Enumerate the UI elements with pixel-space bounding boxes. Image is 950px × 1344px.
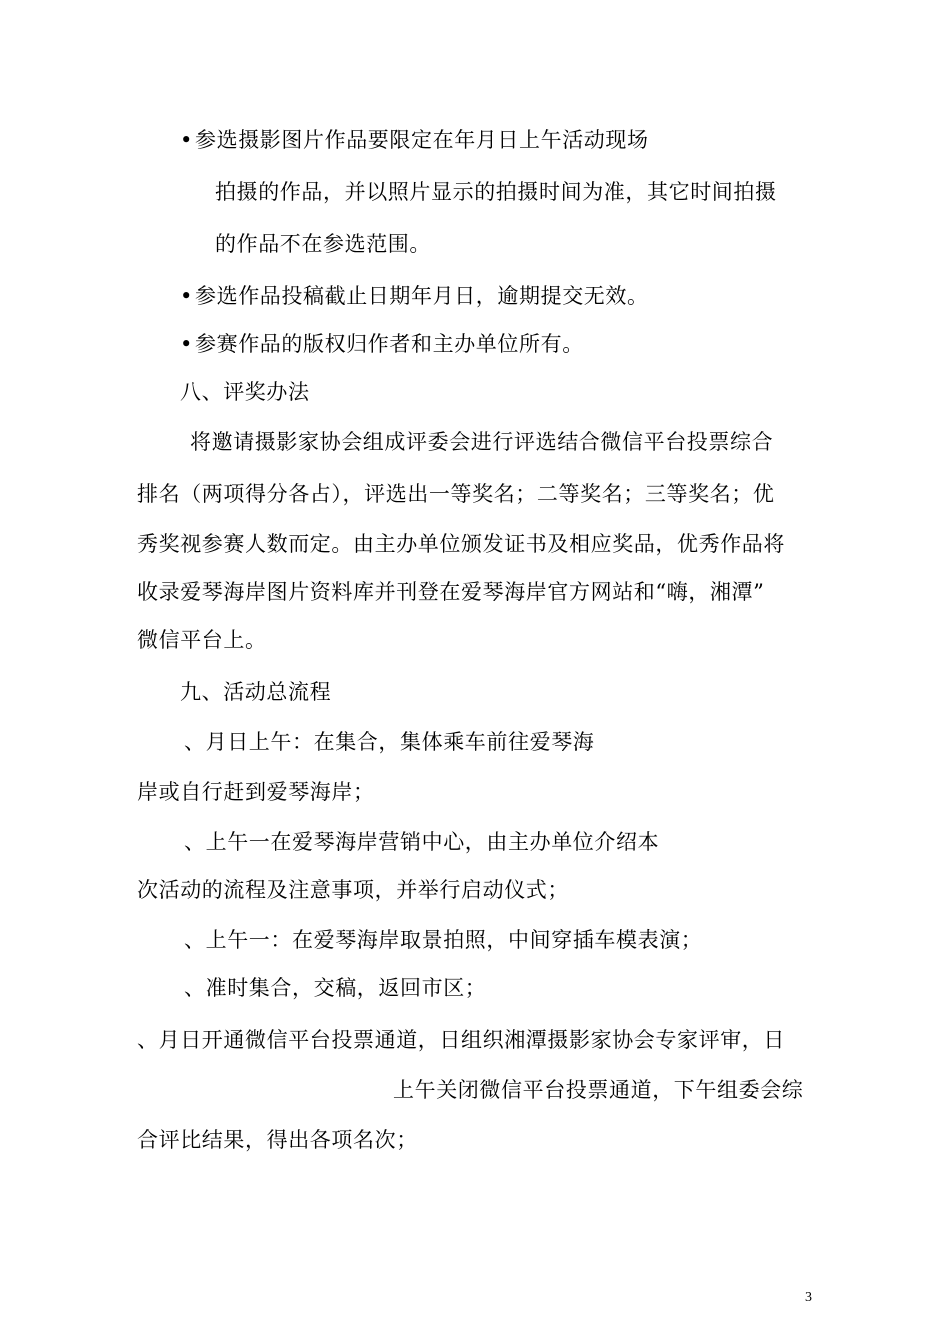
- paragraph-line: 收录爱琴海岸图片资料库并刊登在爱琴海岸官方网站和“嗨，湘潭”: [137, 580, 765, 604]
- bullet-item-photo-time-limit: [180, 126, 649, 154]
- paragraph-line: 将邀请摄影家协会组成评委会进行评选结合微信平台投票综合: [190, 430, 774, 454]
- paragraph-line: 参选摄影图片作品要限定在年月日上午活动现场: [195, 128, 649, 152]
- paragraph-line: 、月日开通微信平台投票通道，日组织湘潭摄影家协会专家评审，日: [137, 1028, 785, 1052]
- paragraph-line: 拍摄的作品，并以照片显示的拍摄时间为准，其它时间拍摄: [215, 180, 777, 204]
- bullet-icon: •: [180, 128, 193, 152]
- bullet-icon: •: [180, 332, 193, 356]
- paragraph-line: 排名（两项得分各占），评选出一等奖名；二等奖名；三等奖名；优: [137, 482, 775, 506]
- paragraph-line: 秀奖视参赛人数而定。由主办单位颁发证书及相应奖品，优秀作品将: [137, 532, 785, 556]
- paragraph-line: 、月日上午：在集合，集体乘车前往爱琴海: [184, 730, 595, 754]
- paragraph-line: 、准时集合，交稿，返回市区；: [184, 976, 487, 1000]
- bullet-icon: •: [180, 284, 193, 308]
- page-number: 3: [805, 1290, 812, 1305]
- paragraph-line: 合评比结果，得出各项名次；: [137, 1128, 418, 1152]
- section-heading-process: 九、活动总流程: [180, 680, 332, 704]
- paragraph-line: 参赛作品的版权归作者和主办单位所有。: [195, 332, 584, 356]
- paragraph-line: 岸或自行赶到爱琴海岸；: [137, 780, 375, 804]
- paragraph-line: 、上午一：在爱琴海岸取景拍照，中间穿插车模表演；: [184, 928, 703, 952]
- paragraph-line: 参选作品投稿截止日期年月日，逾期提交无效。: [195, 284, 649, 308]
- bullet-item-deadline: [180, 282, 649, 310]
- paragraph-line: 次活动的流程及注意事项，并举行启动仪式；: [137, 878, 569, 902]
- section-heading-awards: 八、评奖办法: [180, 380, 310, 404]
- paragraph-line: 的作品不在参选范围。: [215, 232, 431, 256]
- paragraph-line: 微信平台上。: [137, 628, 267, 652]
- bullet-item-copyright: [180, 330, 584, 358]
- paragraph-line: 上午关闭微信平台投票通道，下午组委会综: [393, 1078, 804, 1102]
- paragraph-line: 、上午一在爱琴海岸营销中心，由主办单位介绍本: [184, 830, 660, 854]
